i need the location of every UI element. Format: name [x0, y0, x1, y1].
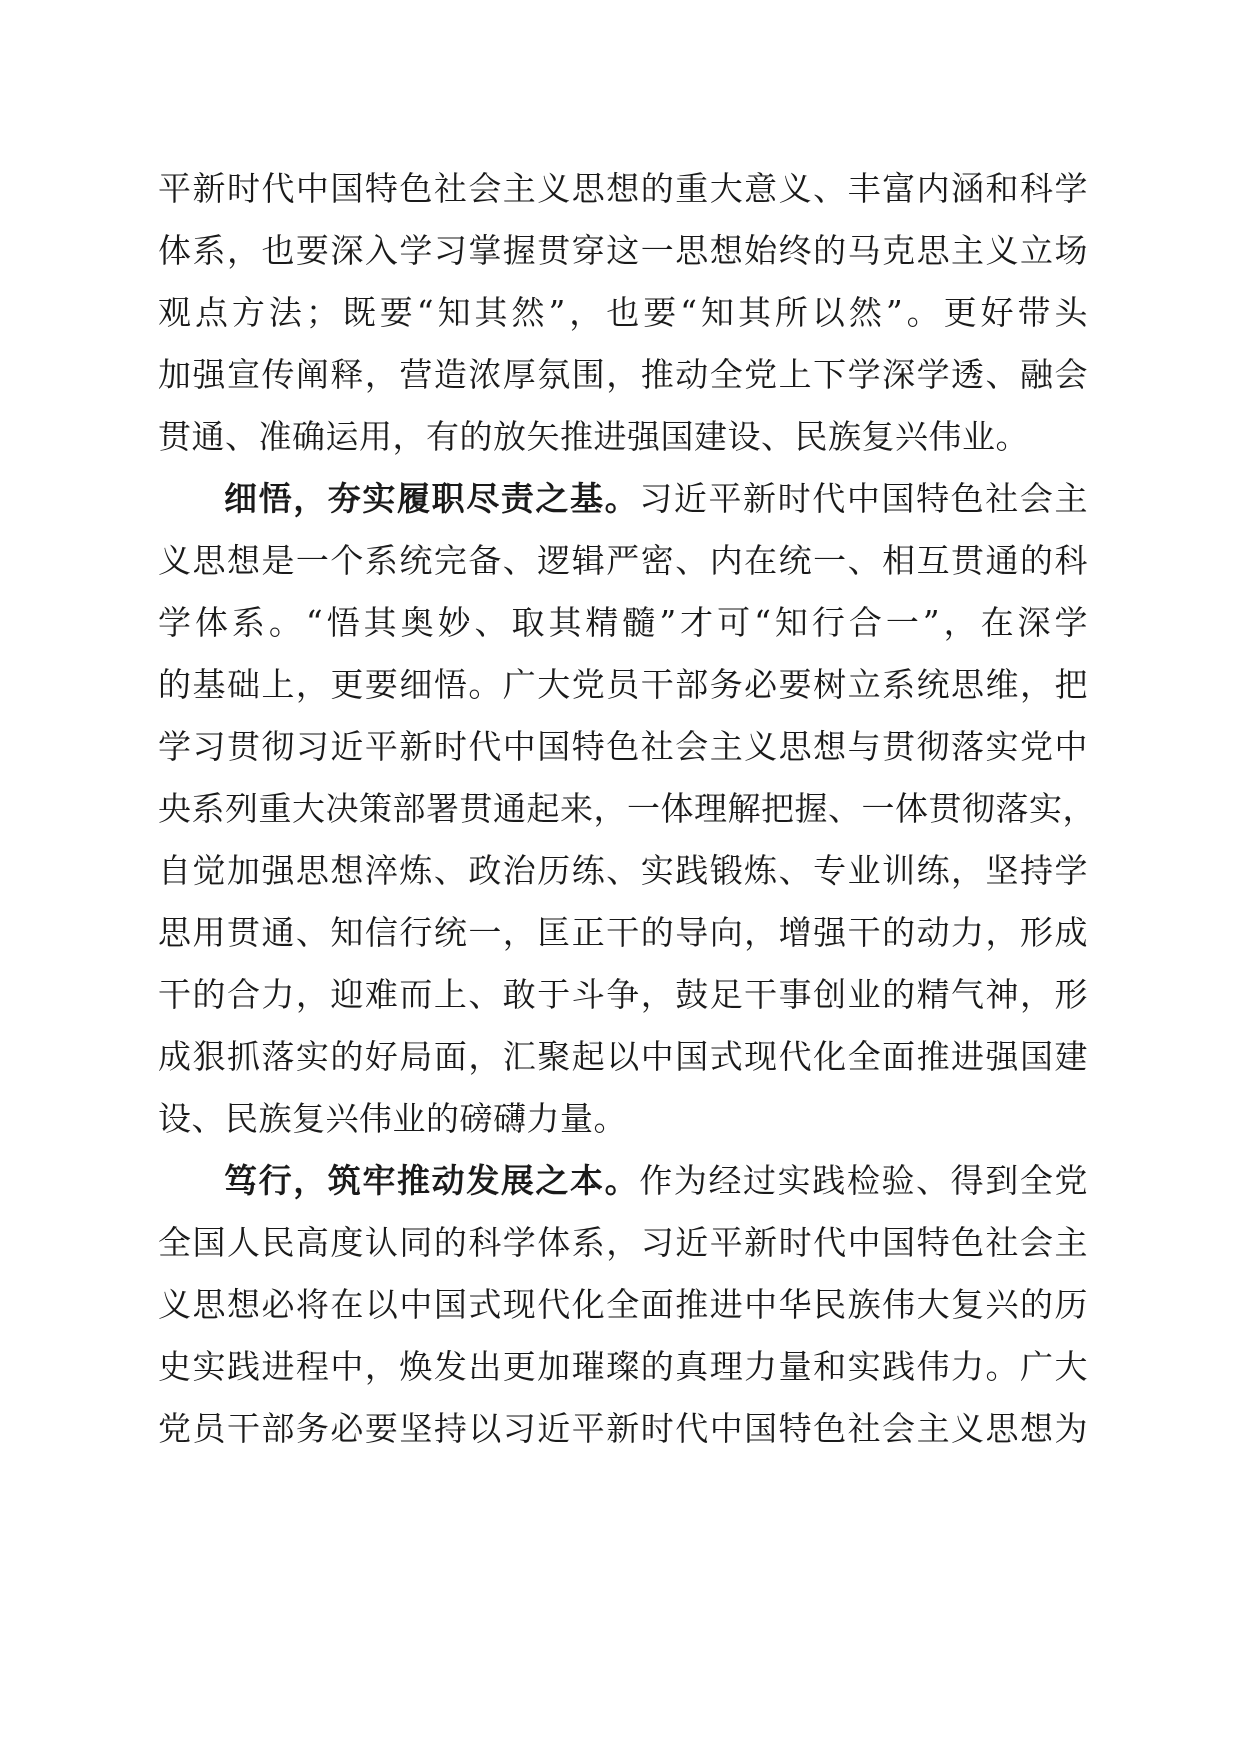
text-line	[158, 1150, 1088, 1212]
paragraph-lead-heading: 细悟，夯实履职尽责之基。	[224, 479, 640, 518]
text-line: 贯通、准确运用，有的放矢推进强国建设、民族复兴伟业。	[158, 417, 1029, 456]
text-line: 党员干部务必要坚持以习近平新时代中国特色社会主义思想为	[158, 1409, 1088, 1448]
text-line: 平新时代中国特色社会主义思想的重大意义、丰富内涵和科学	[158, 169, 1088, 208]
text-line: 干的合力，迎难而上、敢于斗争，鼓足干事创业的精气神，形	[158, 975, 1088, 1014]
text-line	[158, 468, 1088, 530]
text-line: 的基础上，更要细悟。广大党员干部务必要树立系统思维，把	[158, 665, 1088, 704]
text-line: 观点方法；既要“知其然”，也要“知其所以然”。更好带头	[158, 293, 1088, 332]
text-line: 学习贯彻习近平新时代中国特色社会主义思想与贯彻落实党中	[158, 727, 1088, 766]
text-line: 央系列重大决策部署贯通起来，一体理解把握、一体贯彻落实，	[158, 789, 1096, 828]
text-line: 加强宣传阐释，营造浓厚氛围，推动全党上下学深学透、融会	[158, 355, 1088, 394]
text-line: 思用贯通、知信行统一，匡正干的导向，增强干的动力，形成	[158, 913, 1088, 952]
paragraph-continuation	[158, 158, 1088, 468]
text-line: 设、民族复兴伟业的磅礴力量。	[158, 1099, 627, 1138]
text-line: 义思想是一个系统完备、逻辑严密、内在统一、相互贯通的科	[158, 541, 1088, 580]
text-line: 自觉加强思想淬炼、政治历练、实践锻炼、专业训练，坚持学	[158, 851, 1088, 890]
text-line: 义思想必将在以中国式现代化全面推进中华民族伟大复兴的历	[158, 1285, 1088, 1324]
text-line: 成狠抓落实的好局面，汇聚起以中国式现代化全面推进强国建	[158, 1037, 1088, 1076]
paragraph-du-xing	[158, 1150, 1088, 1460]
text-line: 体系，也要深入学习掌握贯穿这一思想始终的马克思主义立场	[158, 231, 1088, 270]
document-page	[158, 158, 1096, 1460]
text-run: 习近平新时代中国特色社会主	[639, 479, 1089, 518]
text-line: 学体系。“悟其奥妙、取其精髓”才可“知行合一”，在深学	[158, 603, 1088, 642]
text-run: 作为经过实践检验、得到全党	[639, 1161, 1089, 1200]
text-line: 全国人民高度认同的科学体系，习近平新时代中国特色社会主	[158, 1223, 1088, 1262]
text-line: 史实践进程中，焕发出更加璀璨的真理力量和实践伟力。广大	[158, 1347, 1088, 1386]
paragraph-lead-heading: 笃行，筑牢推动发展之本。	[224, 1161, 640, 1200]
paragraph-xi-wu	[158, 468, 1096, 1150]
